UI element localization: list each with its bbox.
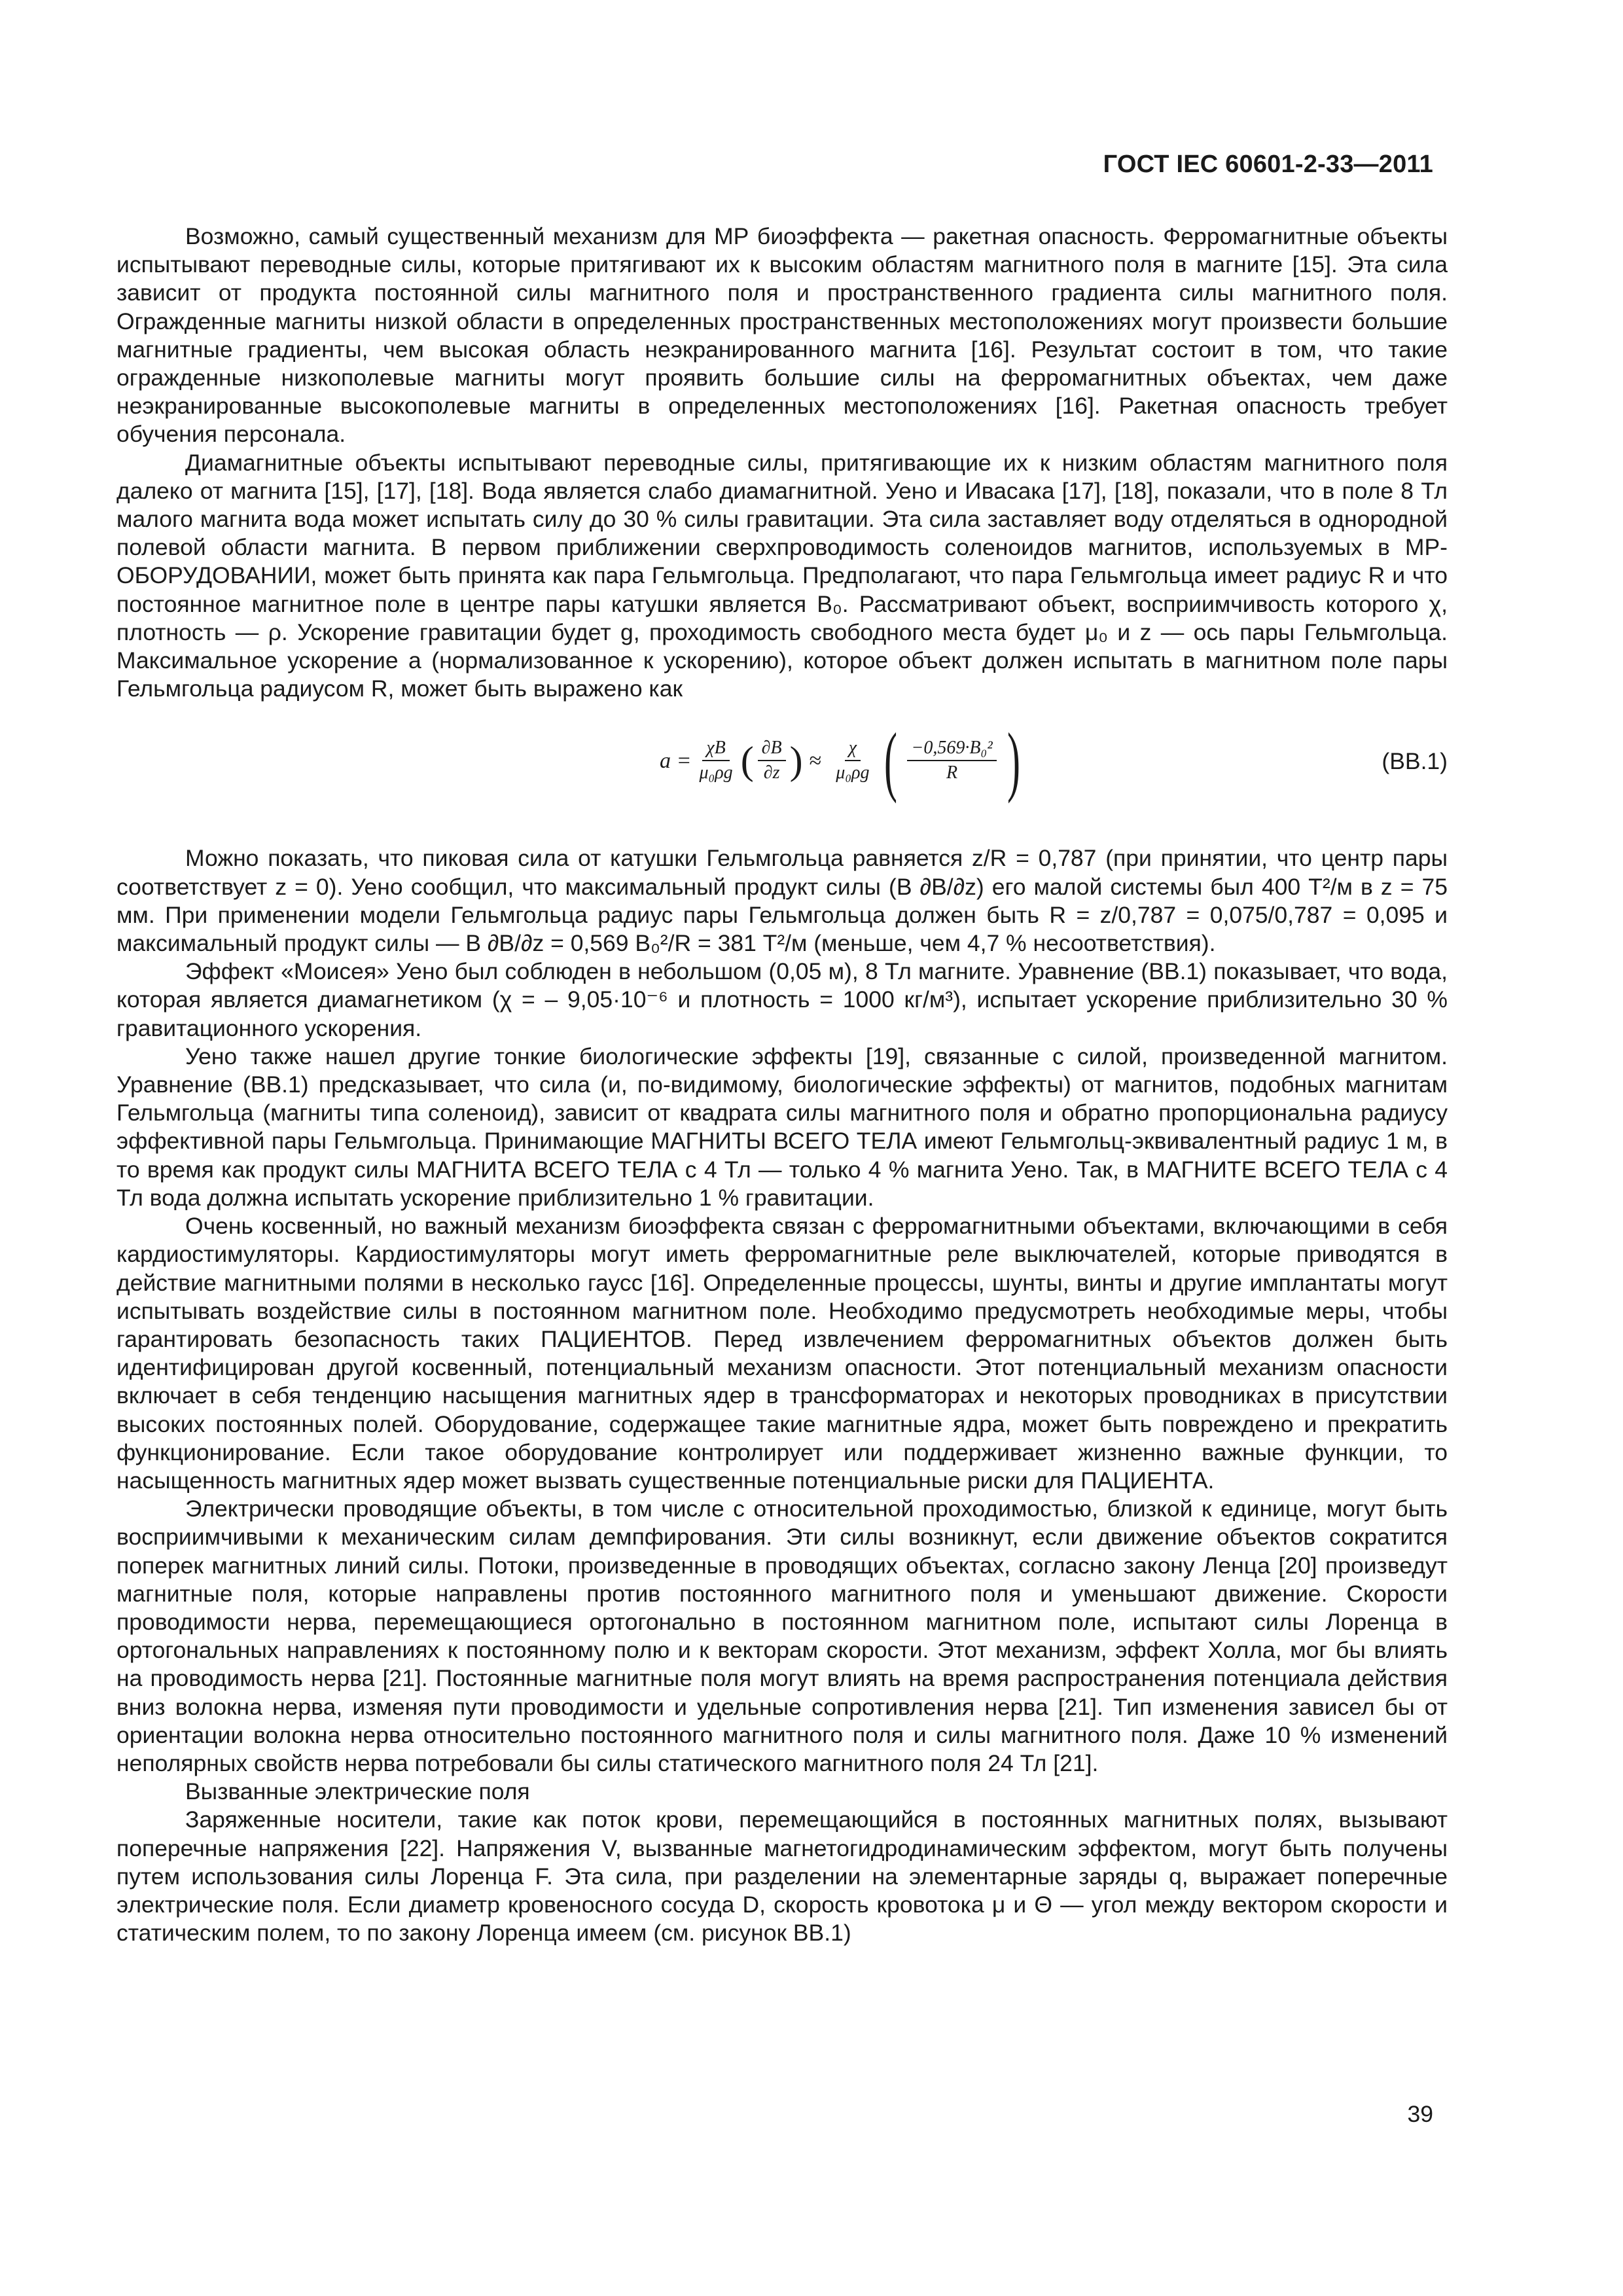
paragraph-peak-force: Можно показать, что пиковая сила от катушки Гельмгольца равняется z/R = 0,787 (при принятии, что центр пары соответствует z = 0). Уено сообщил, что максимальный продукт силы (B ∂B/∂z) его малой системы был 400 Т²/м в z = 75 мм. При применении модели Гельмгольца радиус пары Гельмгольца должен быть R = z/0,787 = 0,075/0,787 = 0,095 и максимальный продукт силы — B ∂B/∂z = 0,569 B₀²/R = 381 Т²/м (меньше, чем 4,7 % несоответствия). — [116, 845, 1448, 957]
equation-bb1 — [116, 715, 1448, 813]
big-paren-open-icon: ( — [883, 717, 897, 804]
paren-open-icon: ( — [740, 739, 754, 783]
equation-label: (ВВ.1) — [1382, 748, 1448, 775]
paren-close-icon: ) — [789, 739, 803, 783]
paragraph-conductive-objects: Электрически проводящие объекты, в том числе с относительной проходимостью, близкой к единице, могут быть восприимчивыми к механическим силам демпфирования. Эти силы возникнут, если движение объектов сократится поперек магнитных линий силы. Потоки, произведенные в проводящих объектах, согласно закону Ленца [20] произведут магнитные поля, которые направлены против постоянного магнитного поля и уменьшают движение. Скорости проводимости нерва, перемещающиеся ортогонально в постоянном магнитном поле, испытают силы Лоренца в ортогональных направлениях к постоянному полю и к векторам скорости. Этот механизм, эффект Холла, мог бы влиять на проводимость нерва [21]. Постоянные магнитные поля могут влиять на время распространения потенциала действия вниз волокна нерва, изменяя пути проводимости и удельные сопротивления нерва [21]. Тип изменения зависел бы от ориентации волокна нерва относительно постоянного магнитного поля и силы магнитного поля. Даже 10 % изменений неполярных свойств нерва потребовали бы силы статического магнитного поля 24 Тл [21]. — [116, 1496, 1448, 1776]
fraction-denominator: μ₀ρg — [836, 762, 870, 783]
page-number: 39 — [1407, 2101, 1433, 2127]
equation-lhs: a = — [660, 748, 692, 773]
paragraph-moses-effect: Эффект «Моисея» Уено был соблюден в небольшом (0,05 м), 8 Тл магните. Уравнение (ВВ.1) показывает, что вода, которая является диамагнетиком (χ = – 9,05·10⁻⁶ и плотность = 1000 кг/м³), испытает ускорение приблизительно 30 % гравитационного ускорения. — [116, 958, 1448, 1041]
approx-sign: ≈ — [809, 748, 822, 773]
fraction-numerator: χB — [702, 738, 729, 761]
document-body — [116, 223, 1448, 1947]
fraction-numerator: χ — [845, 738, 861, 761]
big-paren-close-icon: ) — [1007, 717, 1020, 804]
fraction-chi — [832, 738, 873, 783]
section-heading-induced-fields: Вызванные электрические поля — [185, 1778, 530, 1805]
fraction-numerator: −0,569·B₀² — [907, 738, 996, 761]
fraction-partial — [758, 738, 786, 783]
document-header: ГОСТ IEC 60601-2-33—2011 — [1103, 151, 1433, 178]
paragraph-biological-effects: Уено также нашел другие тонкие биологические эффекты [19], связанные с силой, произведенной магнитом. Уравнение (ВВ.1) предсказывает, что сила (и, по-видимому, биологические эффекты) от магнитов, подобных магнитам Гельмгольца (магниты типа соленоид), зависит от квадрата силы магнитного поля и обратно пропорциональна радиусу эффективной пары Гельмгольца. Принимающие МАГНИТЫ ВСЕГО ТЕЛА имеют Гельмгольц-эквивалентный радиус 1 м, в то время как продукт силы МАГНИТА ВСЕГО ТЕЛА с 4 Тл — только 4 % магнита Уено. Так, в МАГНИТЕ ВСЕГО ТЕЛА с 4 Тл вода должна испытать ускорение приблизительно 1 % гравитации. — [116, 1043, 1448, 1211]
fraction-denominator: μ₀ρg — [699, 762, 733, 783]
fraction-chi-b — [695, 738, 736, 783]
paragraph-diamagnetic: Диамагнитные объекты испытывают переводные силы, притягивающие их к низким областям магнитного поля далеко от магнита [15], [17], [18]. Вода является слабо диамагнитной. Уено и Ивасака [17], [18], показали, что в поле 8 Тл малого магнита вода может испытать силу до 30 % силы гравитации. Эта сила заставляет воду отделяться в однородной полевой области магнита. В первом приближении сверхпроводимость соленоидов магнитов, используемых в МР-ОБОРУДОВАНИИ, может быть принята как пара Гельмгольца. Предполагают, что пара Гельмгольца имеет радиус R и что постоянное магнитное поле в центре пары катушки является B₀. Рассматривают объект, восприимчивость которого χ, плотность — ρ. Ускорение гравитации будет g, проходимость свободного места будет μ₀ и z — ось пары Гельмгольца. Максимальное ускорение a (нормализованное к ускорению), которое объект должен испытать в магнитном поле пары Гельмгольца радиусом R, может быть выражено как — [116, 449, 1448, 702]
equation-body — [660, 717, 1027, 804]
fraction-numerator: ∂B — [758, 738, 786, 761]
fraction-denominator: ∂z — [763, 762, 780, 783]
paragraph-charged-carriers: Заряженные носители, такие как поток крови, перемещающийся в постоянных магнитных полях, вызывают поперечные напряжения [22]. Напряжения V, вызванные магнетогидродинамическим эффектом, могут быть получены путем использования силы Лоренца F. Эта сила, при разделении на элементарные заряды q, выражает поперечные электрические поля. Если диаметр кровеносного сосуда D, скорость кровотока μ и Θ — угол между вектором скорости и статическим полем, то по закону Лоренца имеем (см. рисунок ВВ.1) — [116, 1806, 1448, 1946]
paragraph-rocket-hazard: Возможно, самый существенный механизм для МР биоэффекта — ракетная опасность. Ферромагнитные объекты испытывают переводные силы, которые притягивают их к высоким областям магнитного поля в магните [15]. Эта сила зависит от продукта постоянной силы магнитного поля и пространственного градиента силы магнитного поля. Огражденные магниты низкой области в определенных пространственных местоположениях могут произвести большие магнитные градиенты, чем высокая область неэкранированного магнита [16]. Результат состоит в том, что такие огражденные низкополевые магниты могут проявить большие силы на ферромагнитных объектах, чем даже неэкранированные высокополевые магниты в определенных местоположениях [16]. Ракетная опасность требует обучения персонала. — [116, 223, 1448, 448]
fraction-force — [907, 738, 996, 783]
paragraph-pacemakers: Очень косвенный, но важный механизм биоэффекта связан с ферромагнитными объектами, включающими в себя кардиостимуляторы. Кардиостимуляторы могут иметь ферромагнитные реле выключателей, которые приводятся в действие магнитными полями в несколько гаусс [16]. Определенные процессы, шунты, винты и другие имплантаты могут испытывать воздействие силы в постоянном магнитном поле. Необходимо предусмотреть необходимые меры, чтобы гарантировать безопасность таких ПАЦИЕНТОВ. Перед извлечением ферромагнитных объектов должен быть идентифицирован другой косвенный, потенциальный механизм опасности. Этот потенциальный механизм опасности включает в себя тенденцию насыщения магнитных ядер в трансформаторах и некоторых проводниках в присутствии высоких постоянных полей. Оборудование, содержащее такие магнитные ядра, может быть повреждено и прекратить функционирование. Если такое оборудование контролирует или поддерживает жизненно важные функции, то насыщенность магнитных ядер может вызвать существенные потенциальные риски для ПАЦИЕНТА. — [116, 1213, 1448, 1494]
fraction-denominator: R — [946, 762, 958, 783]
